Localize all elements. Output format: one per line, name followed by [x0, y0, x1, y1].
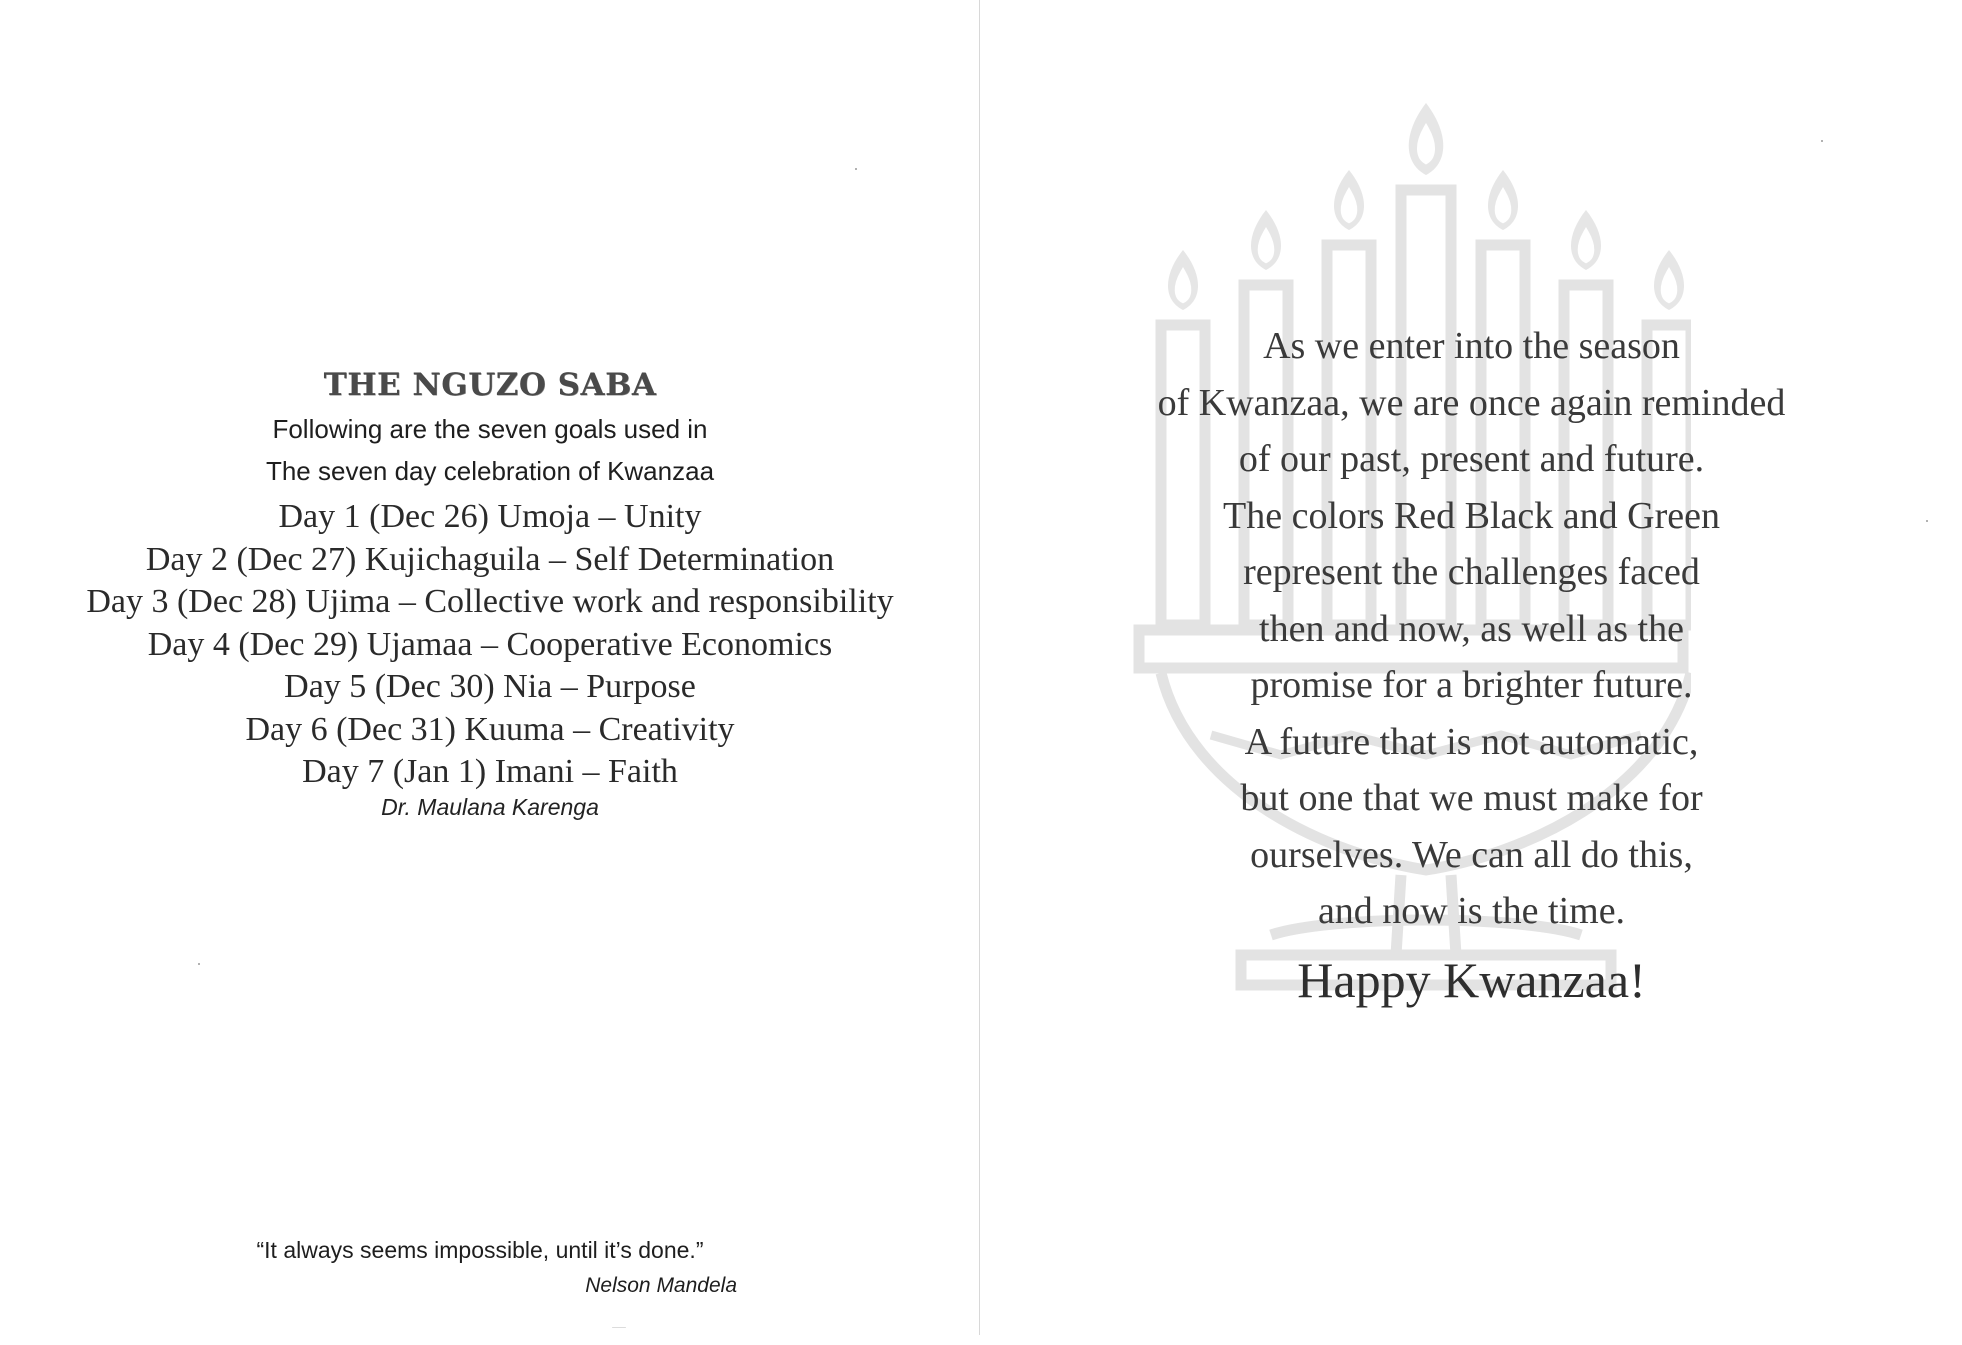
message-line-11: and now is the time. — [1317, 890, 1626, 932]
principle-day-6: Day 6 (Dec 31) Kuuma – Creativity — [245, 710, 735, 748]
message-line-4: The colors Red Black and Green — [1223, 494, 1720, 537]
nguzo-saba-title: THE NGUZO SABA — [323, 367, 657, 403]
intro-line-2: The seven day celebration of Kwanzaa — [265, 456, 715, 486]
principle-day-1: Day 1 (Dec 26) Umoja – Unity — [278, 498, 702, 535]
principle-day-3: Day 3 (Dec 28) Ujima – Collective work and responsibility — [86, 583, 894, 620]
happy-kwanzaa-greeting: Happy Kwanzaa! — [1297, 951, 1646, 1008]
quote-author: Nelson Mandela — [585, 1274, 737, 1297]
nguzo-saba-section — [0, 362, 980, 820]
card-right-panel — [981, 0, 1962, 1345]
greeting-message — [981, 318, 1962, 1010]
message-line-9: but one that we must make for — [1240, 777, 1703, 819]
principle-day-4: Day 4 (Dec 29) Ujamaa – Cooperative Economics — [147, 625, 833, 663]
paper-speck — [198, 963, 200, 965]
message-line-3: of our past, present and future. — [1238, 438, 1705, 480]
paper-speck — [612, 1327, 626, 1328]
principle-day-7: Day 7 (Jan 1) Imani – Faith — [302, 753, 678, 790]
principle-day-5: Day 5 (Dec 30) Nia – Purpose — [284, 668, 696, 705]
principles-attribution: Dr. Maulana Karenga — [381, 793, 599, 820]
paper-speck — [855, 168, 857, 170]
message-line-5: represent the challenges faced — [1243, 551, 1700, 593]
message-line-7: promise for a brighter future. — [1250, 664, 1693, 706]
paper-speck — [1821, 140, 1823, 142]
intro-line-1: Following are the seven goals used in — [272, 414, 708, 444]
message-line-6: then and now, as well as the — [1259, 607, 1684, 650]
message-line-1: As we enter into the season — [1263, 325, 1680, 367]
quote-text: “It always seems impossible, until it’s done.” — [256, 1237, 704, 1263]
principle-day-2: Day 2 (Dec 27) Kujichaguila – Self Determination — [145, 540, 835, 578]
quote-section — [220, 1235, 740, 1299]
card-fold-line — [979, 0, 980, 1335]
paper-speck — [1926, 520, 1928, 522]
message-line-10: ourselves. We can all do this, — [1250, 833, 1693, 876]
card-left-panel — [0, 0, 980, 1345]
principles-list — [0, 496, 980, 794]
message-line-2: of Kwanzaa, we are once again reminded — [1157, 381, 1786, 424]
message-line-8: A future that is not automatic, — [1244, 720, 1699, 763]
